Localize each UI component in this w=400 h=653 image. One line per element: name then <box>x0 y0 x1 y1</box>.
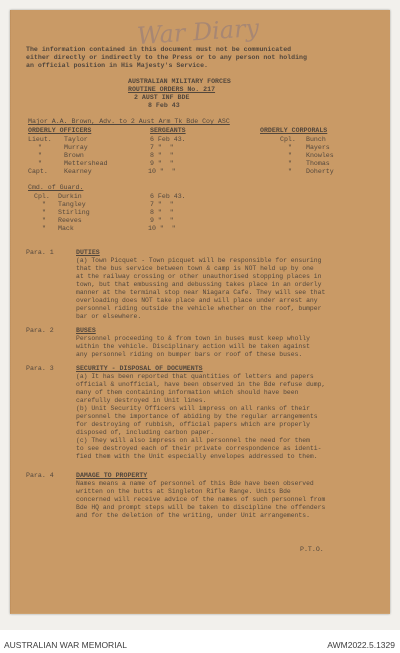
para-line: for destroying of rubbish, official papers which are properly <box>76 421 310 428</box>
officer-date: 6 Feb 43. <box>150 136 186 143</box>
para-line: that the bus service between town & camp is NOT held up by one <box>76 265 314 272</box>
guard-rank: " <box>42 217 46 224</box>
officer-rank: " <box>38 144 42 151</box>
officer-date: 7 " " <box>150 144 174 151</box>
para-line: (c) They will also impress on all personnel the need for them <box>76 437 310 444</box>
officer-date: 10 " " <box>148 168 176 175</box>
document-page <box>10 10 390 614</box>
column-orderly-corporals: ORDERLY CORPORALS <box>260 127 328 134</box>
war-diary-stamp: War Diary <box>136 13 260 51</box>
notice-line-3: an official position in His Majesty's Service. <box>26 62 209 69</box>
para-line: (a) Town Picquet - Town picquet will be responsible for ensuring <box>76 257 322 264</box>
officer-date: 8 " " <box>150 152 174 159</box>
corporal-rank: " <box>288 160 292 167</box>
para-line: carefully destroyed in Unit lines. <box>76 397 207 404</box>
para-1-title: DUTIES <box>76 249 100 256</box>
heading-line-2: ROUTINE ORDERS No. 217 <box>128 86 216 93</box>
guard-date: 10 " " <box>148 225 176 232</box>
corporal-rank: " <box>288 152 292 159</box>
para-line: town, but that embussing and debussing takes place in an orderly <box>76 281 322 288</box>
column-sergeants: SERGEANTS <box>150 127 186 134</box>
officer-rank: " <box>38 152 42 159</box>
guard-title: Cmd. of Guard. <box>28 184 84 191</box>
para-1-label: Para. 1 <box>26 249 54 256</box>
para-2-body <box>76 335 310 359</box>
notice-line-1: The information contained in this document must not be communicated <box>26 46 292 53</box>
para-line: written on the butts at Singleton Rifle Range. Units Bde <box>76 488 291 495</box>
para-4-body <box>76 480 325 520</box>
officer-rank: Lieut. <box>28 136 52 143</box>
corporal-name: Thomas <box>306 160 330 167</box>
guard-date: 6 Feb 43. <box>150 193 186 200</box>
para-3-label: Para. 3 <box>26 365 54 372</box>
para-2-label: Para. 2 <box>26 327 54 334</box>
para-line: to see destroyed each of their private correspondence as identi- <box>76 445 322 452</box>
guard-name: Stirling <box>58 209 90 216</box>
corporal-name: Mayers <box>306 144 330 151</box>
para-line: Names means a name of personnel of this Bde have been observed <box>76 480 314 487</box>
caption-left: AUSTRALIAN WAR MEMORIAL <box>4 640 127 650</box>
para-3-title: SECURITY - DISPOSAL OF DOCUMENTS <box>76 365 203 372</box>
para-line: overloading does NOT take place and will place under arrest any <box>76 297 318 304</box>
corporal-name: Knowles <box>306 152 334 159</box>
para-line: at the railway crossing or other unauthorised stopping places in <box>76 273 322 280</box>
guard-name: Durkin <box>58 193 82 200</box>
corporal-rank: " <box>288 168 292 175</box>
guard-rank: " <box>42 209 46 216</box>
officer-name: Kearney <box>64 168 92 175</box>
para-line: concerned will receive advice of the names of such personnel from <box>76 496 326 503</box>
corporal-rank: Cpl. <box>280 136 296 143</box>
guard-rank: " <box>42 201 46 208</box>
guard-name: Mack <box>58 225 74 232</box>
guard-name: Tangley <box>58 201 86 208</box>
para-1-body <box>76 257 325 321</box>
corporal-name: Bunch <box>306 136 326 143</box>
pto-marker: P.T.O. <box>300 546 324 553</box>
heading-line-3: 2 AUST INF BDE <box>134 94 190 101</box>
guard-rank: " <box>42 225 46 232</box>
guard-date: 9 " " <box>150 217 174 224</box>
para-line: and for the deletion of the writing, under Unit arrangements. <box>76 512 310 519</box>
caption-right: AWM2022.5.1329 <box>327 640 395 650</box>
para-line: many of them containing information which should have been <box>76 389 299 396</box>
heading-line-1: AUSTRALIAN MILITARY FORCES <box>128 78 231 85</box>
officer-rank: Capt. <box>28 168 48 175</box>
corporal-name: Doherty <box>306 168 334 175</box>
column-orderly-officers: ORDERLY OFFICERS <box>28 127 92 134</box>
para-line: fied them with the Unit especially envelopes addressed to them. <box>76 453 318 460</box>
para-line: personnel riding outside the vehicle whether on the roof, bumper <box>76 305 322 312</box>
guard-date: 8 " " <box>150 209 174 216</box>
officer-rank: " <box>38 160 42 167</box>
guard-date: 7 " " <box>150 201 174 208</box>
para-4-label: Para. 4 <box>26 472 54 479</box>
para-line: (a) It has been reported that quantities of letters and papers <box>76 373 314 380</box>
para-4-title: DAMAGE TO PROPERTY <box>76 472 148 479</box>
officer-date: 9 " " <box>150 160 174 167</box>
para-line: Bde HQ and prompt steps will be taken to discipline the offenders <box>76 504 326 511</box>
heading-line-4: 8 Feb 43 <box>148 102 180 109</box>
guard-rank: Cpl. <box>34 193 50 200</box>
notice-line-2: either directly or indirectly to the Press or to any person not holding <box>26 54 307 61</box>
officer-name: Murray <box>64 144 88 151</box>
para-line: personnel the importance of abiding by the regular arrangements <box>76 413 318 420</box>
para-line: Personnel proceeding to & from town in buses must keep wholly <box>76 335 310 342</box>
officer-name: Mettershead <box>64 160 108 167</box>
para-3-body <box>76 373 325 461</box>
para-2-title: BUSES <box>76 327 96 334</box>
para-line: official & unofficial, have been observed in the Bde refuse dump, <box>76 381 326 388</box>
para-line: bar or elsewhere. <box>76 313 142 320</box>
para-line: (b) Unit Security Officers will impress on all ranks of their <box>76 405 310 412</box>
para-line: manner at the terminal stop near Niagara Cafe. They will see that <box>76 289 326 296</box>
corporal-rank: " <box>288 144 292 151</box>
header-line: Major A.A. Brown, Adv. to 2 Aust Arm Tk Bde Coy ASC <box>28 118 230 125</box>
guard-name: Reeves <box>58 217 82 224</box>
para-line: disposed of, including carbon paper. <box>76 429 215 436</box>
para-line: any personnel riding on bumper bars or roof of these buses. <box>76 351 303 358</box>
para-line: within the vehicle. Disciplinary action will be taken against <box>76 343 310 350</box>
officer-name: Brown <box>64 152 84 159</box>
officer-name: Taylor <box>64 136 88 143</box>
